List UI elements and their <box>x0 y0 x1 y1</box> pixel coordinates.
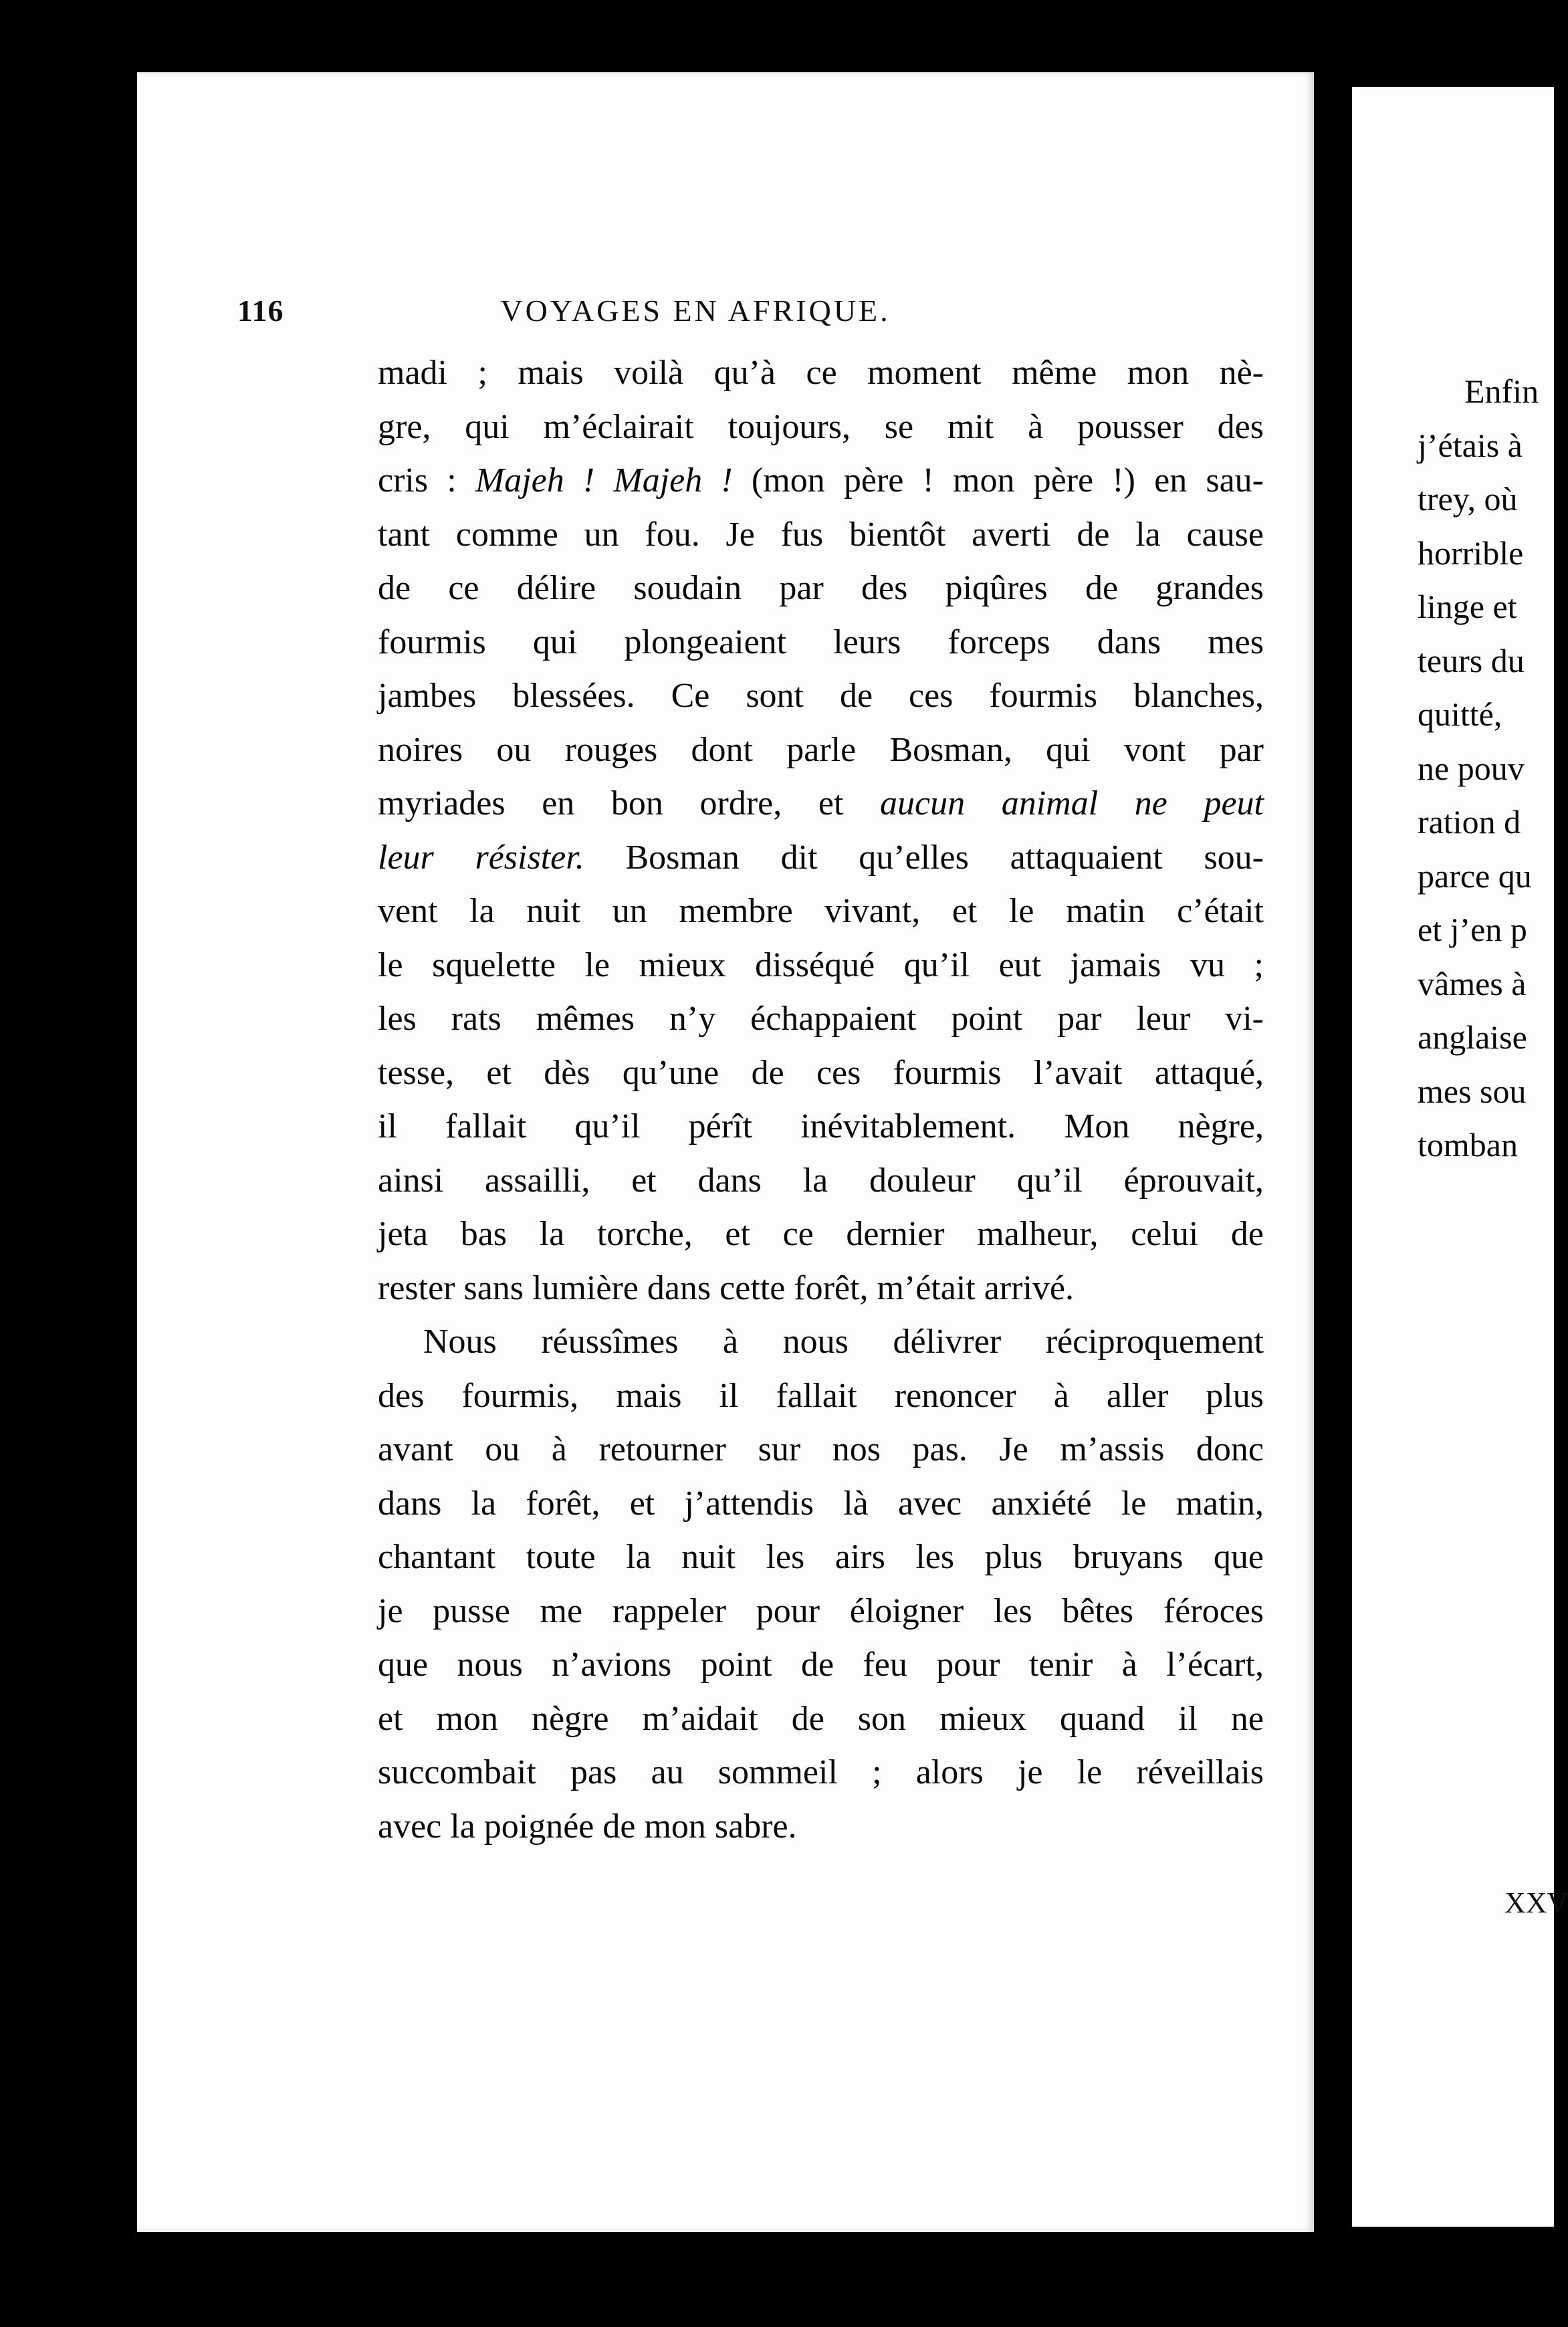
text-line <box>378 1154 1264 1208</box>
text-line <box>378 669 1264 724</box>
text-line: trey, où <box>1418 480 1518 518</box>
right-page-signature-mark: XXV <box>1504 1886 1568 1919</box>
text-line <box>378 939 1264 993</box>
text-run: je pusse me rappeler pour éloigner les bêtes féroces <box>378 1591 1264 1630</box>
text-line <box>378 724 1264 778</box>
text-run: gre, qui m’éclairait toujours, se mit à pousser des <box>378 407 1264 446</box>
text-line: et j’en p <box>1418 911 1527 948</box>
text-run: vent la nuit un membre vivant, et le matin c’était <box>378 892 1264 930</box>
text-line: j’étais à <box>1418 426 1523 464</box>
text-line <box>378 1692 1264 1747</box>
text-line <box>378 508 1264 562</box>
text-line <box>378 1746 1264 1800</box>
text-line <box>378 1208 1264 1262</box>
right-page-text-fragment <box>1418 364 1554 1172</box>
text-run: chantant toute la nuit les airs les plus bruyans que <box>378 1538 1264 1576</box>
text-run: rester sans lumière dans cette forêt, m’était arrivé. <box>378 1268 1074 1307</box>
text-run: madi ; mais voilà qu’à ce moment même mon nè- <box>378 354 1264 392</box>
text-line: mes sou <box>1418 1072 1527 1110</box>
text-run: le squelette le mieux disséqué qu’il eut jamais vu ; <box>378 946 1264 984</box>
running-head-title: VOYAGES EN AFRIQUE. <box>500 294 891 328</box>
text-line <box>378 616 1264 670</box>
text-run: cris : <box>378 461 475 500</box>
text-run: (mon père ! mon père !) en sau- <box>732 461 1264 500</box>
text-line <box>378 562 1264 616</box>
text-line: quitté, <box>1418 695 1502 733</box>
text-line <box>378 454 1264 508</box>
text-run: jambes blessées. Ce sont de ces fourmis blanches, <box>378 677 1264 715</box>
text-run: tant comme un fou. Je fus bientôt averti de la cause <box>378 515 1264 554</box>
text-run: noires ou rouges dont parle Bosman, qui vont par <box>378 730 1264 769</box>
text-line <box>378 346 1264 401</box>
text-line <box>378 992 1264 1046</box>
text-line: teurs du <box>1418 641 1525 679</box>
text-run: des fourmis, mais il fallait renoncer à aller plus <box>378 1376 1264 1415</box>
text-run: que nous n’avions point de feu pour tenir à l’écart, <box>378 1646 1264 1684</box>
text-line <box>378 1423 1264 1477</box>
text-line <box>378 1100 1264 1154</box>
text-run: succombait pas au sommeil ; alors je le réveillais <box>378 1753 1264 1791</box>
text-line <box>378 831 1264 885</box>
text-line: ne pouv <box>1418 749 1525 787</box>
text-line <box>378 1585 1264 1639</box>
running-head <box>237 293 1153 340</box>
text-line: linge et <box>1418 588 1517 625</box>
text-line <box>378 1800 1264 1854</box>
text-line <box>378 1638 1264 1692</box>
italic-text: leur résister. <box>378 838 584 877</box>
text-line: tomban <box>1418 1126 1518 1164</box>
text-run: dans la forêt, et j’attendis là avec anxiété le matin, <box>378 1484 1264 1523</box>
text-line <box>378 777 1264 831</box>
text-line <box>378 1531 1264 1585</box>
body-text <box>378 346 1264 1854</box>
text-run: avant ou à retourner sur nos pas. Je m’assis donc <box>378 1430 1264 1468</box>
text-run: fourmis qui plongeaient leurs forceps dans mes <box>378 623 1264 661</box>
text-line <box>378 1315 1264 1369</box>
text-run: et mon nègre m’aidait de son mieux quand il ne <box>378 1699 1264 1738</box>
text-line: parce qu <box>1418 857 1532 895</box>
book-gutter <box>1314 80 1352 2240</box>
text-run: avec la poignée de mon sabre. <box>378 1807 797 1846</box>
text-line <box>378 1477 1264 1531</box>
page-number: 116 <box>237 294 284 328</box>
text-run: de ce délire soudain par des piqûres de grandes <box>378 569 1264 607</box>
text-line <box>378 1046 1264 1101</box>
text-run: jeta bas la torche, et ce dernier malheur, celui de <box>378 1215 1264 1253</box>
text-line: anglaise <box>1418 1018 1527 1056</box>
text-line <box>378 1262 1264 1316</box>
text-run: il fallait qu’il pérît inévitablement. Mon nègre, <box>378 1107 1264 1145</box>
text-run: Nous réussîmes à nous délivrer réciproquement <box>423 1323 1264 1361</box>
text-run: myriades en bon ordre, et <box>378 784 881 822</box>
italic-text: aucun animal ne peut <box>880 784 1264 822</box>
text-line: vâmes à <box>1418 964 1527 1002</box>
text-run: les rats mêmes n’y échappaient point par leur vi- <box>378 1000 1264 1038</box>
text-line <box>378 885 1264 939</box>
text-line: horrible <box>1418 534 1524 572</box>
text-line: ration d <box>1418 803 1521 841</box>
text-run: tesse, et dès qu’une de ces fourmis l’avait attaqué, <box>378 1053 1264 1092</box>
italic-text: Majeh ! Majeh ! <box>475 461 733 500</box>
text-run: Bosman dit qu’elles attaquaient sou- <box>584 838 1264 877</box>
text-line <box>378 1369 1264 1424</box>
text-line: Enfin <box>1464 372 1539 410</box>
text-line <box>378 401 1264 455</box>
text-run: ainsi assailli, et dans la douleur qu’il éprouvait, <box>378 1161 1264 1200</box>
